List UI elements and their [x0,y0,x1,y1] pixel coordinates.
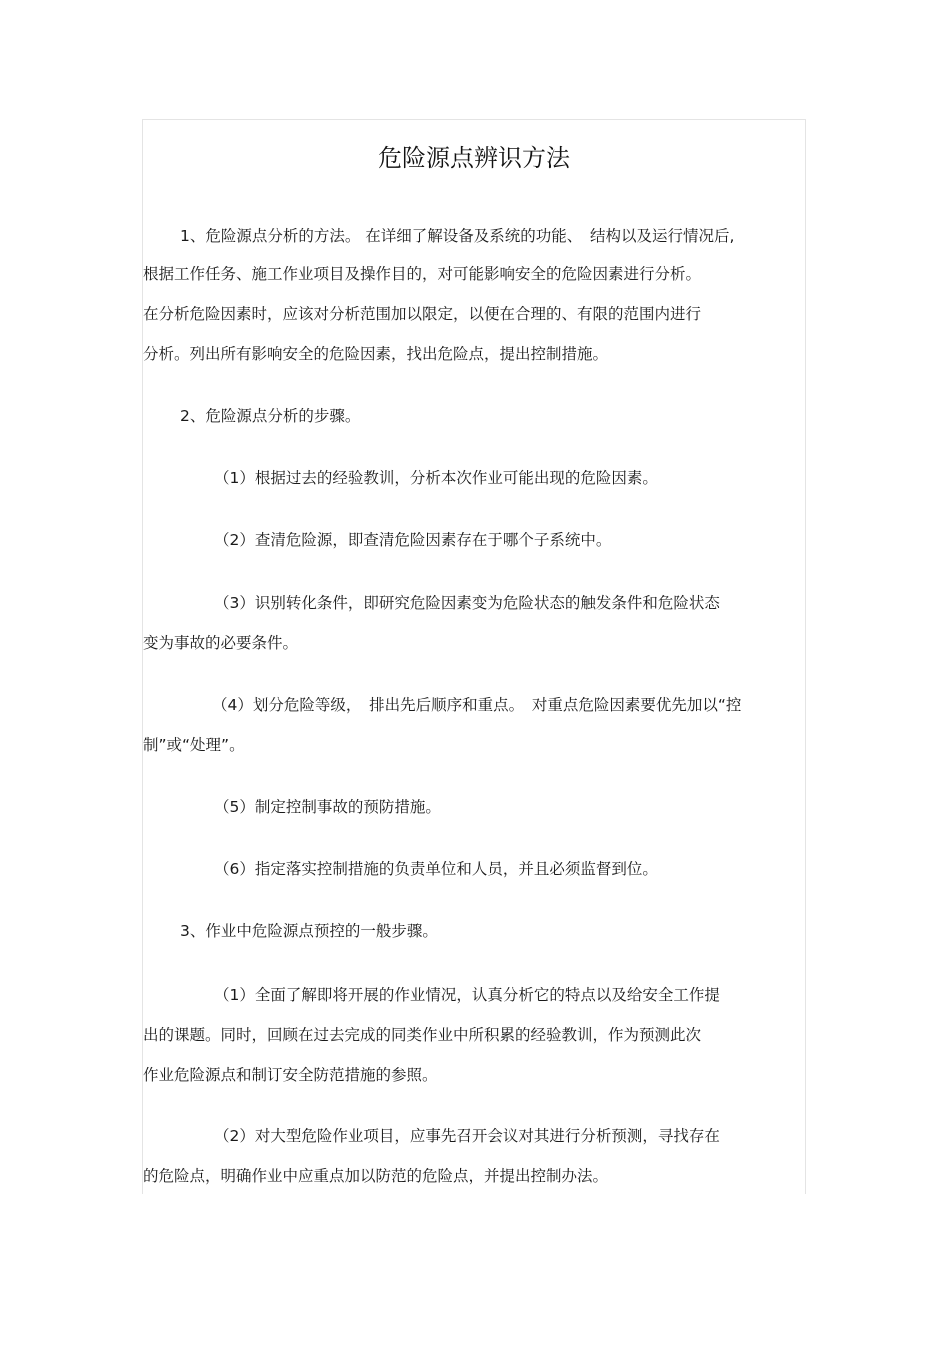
step-item: （3）识别转化条件，即研究危险因素变为危险状态的触发条件和危险状态 [214,594,720,612]
step-item-continuation: 出的课题。同时，回顾在过去完成的同类作业中所积累的经验教训，作为预测此次 [143,1026,702,1044]
step-item-continuation: 的危险点，明确作业中应重点加以防范的危险点，并提出控制办法。 [143,1167,609,1185]
step-item: （6）指定落实控制措施的负责单位和人员，并且必须监督到位。 [214,860,658,878]
step-item-continuation: 作业危险源点和制订安全防范措施的参照。 [143,1066,438,1084]
step-item: （1）根据过去的经验教训，分析本次作业可能出现的危险因素。 [214,469,658,487]
step-item: （2）对大型危险作业项目，应事先召开会议对其进行分析预测，寻找存在 [214,1127,720,1145]
section-1-line: 根据工作任务、施工作业项目及操作目的，对可能影响安全的危险因素进行分析。 [143,265,702,283]
document-title: 危险源点辨识方法 [378,144,570,172]
step-item-continuation: 制”或“处理”。 [143,736,245,754]
step-item: （2）查清危险源，即查清危险因素存在于哪个子系统中。 [214,531,612,549]
section-2-heading: 2、危险源点分析的步骤。 [180,407,361,425]
section-1-line: 分析。列出所有影响安全的危险因素，找出危险点，提出控制措施。 [143,345,609,363]
step-item: （1）全面了解即将开展的作业情况，认真分析它的特点以及给安全工作提 [214,986,720,1004]
section-3-heading: 3、作业中危险源点预控的一般步骤。 [180,922,438,940]
step-item: （5）制定控制事故的预防措施。 [214,798,441,816]
step-item-continuation: 变为事故的必要条件。 [143,634,299,652]
step-item: （4）划分危险等级， 排出先后顺序和重点。 对重点危险因素要优先加以“控 [212,696,742,714]
section-1-heading: 1、危险源点分析的方法。 在详细了解设备及系统的功能、 结构以及运行情况后, [180,227,735,245]
section-1-line: 在分析危险因素时，应该对分析范围加以限定，以便在合理的、有限的范围内进行 [143,305,702,323]
